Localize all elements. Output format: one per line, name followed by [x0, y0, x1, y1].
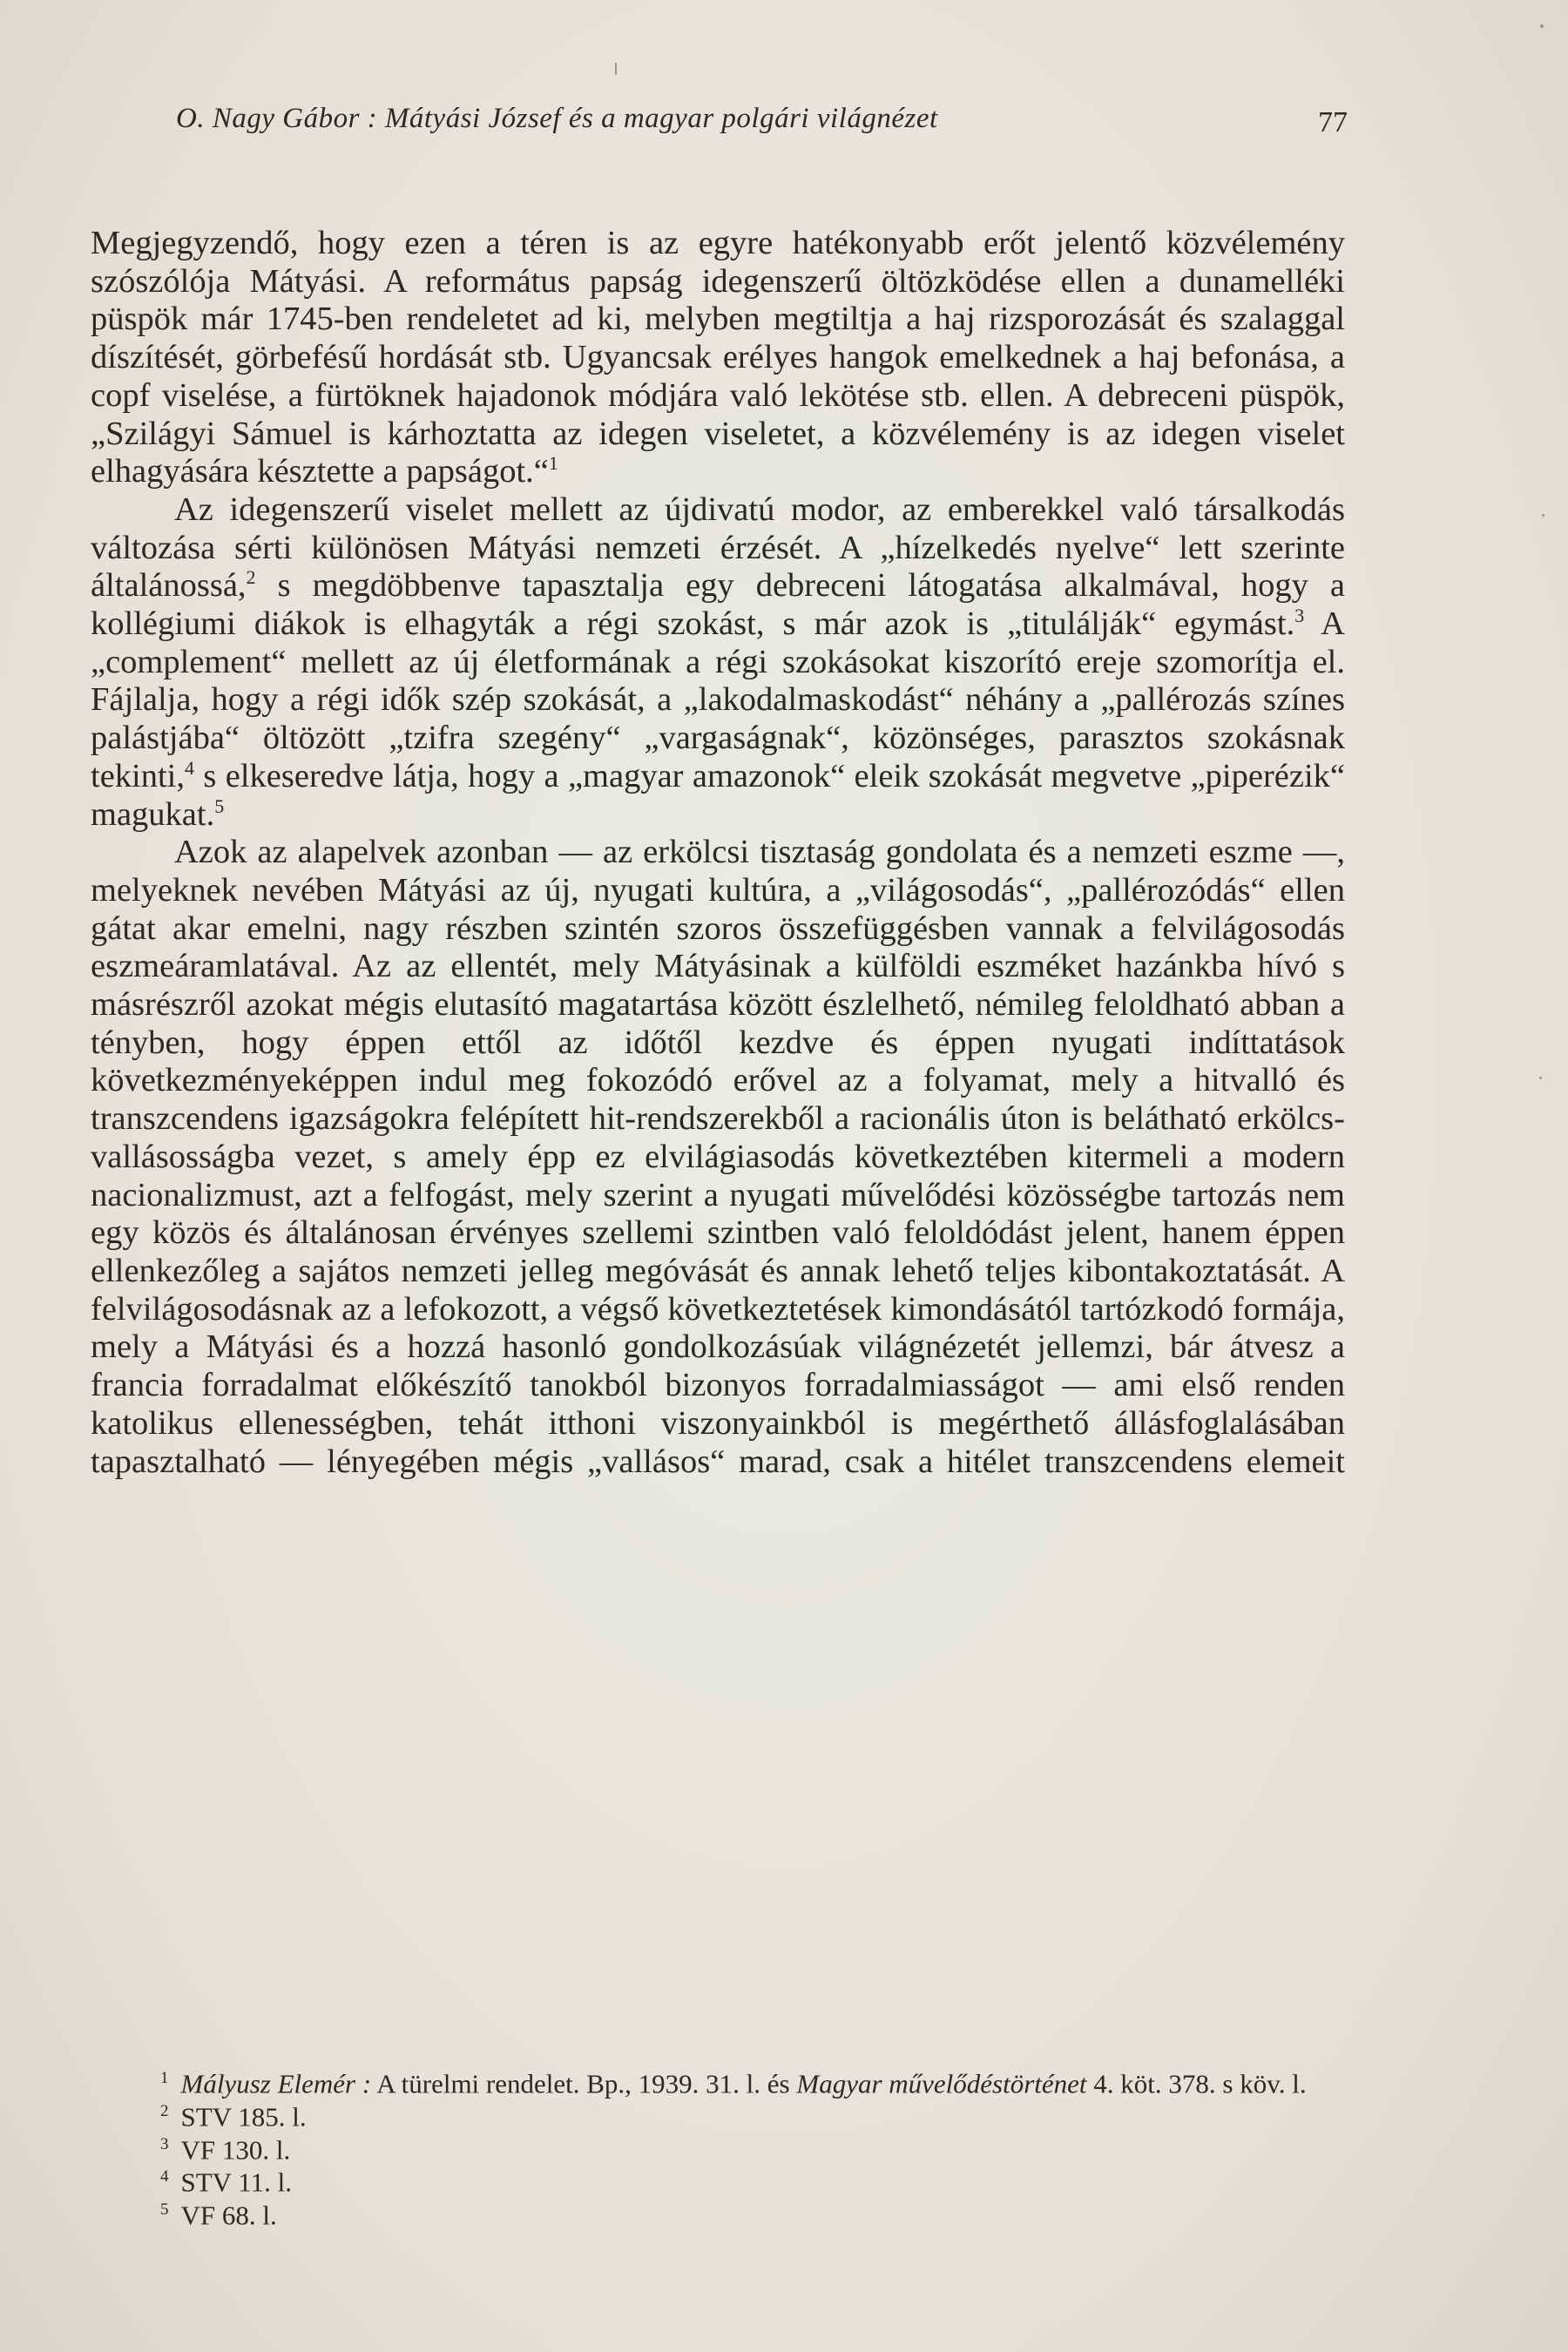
footnote-2: $^2$ STV 185. l. [160, 2101, 307, 2132]
scan-speck [1540, 24, 1544, 28]
scan-speck [615, 63, 617, 75]
footnote-4: $^4$ STV 11. l. [160, 2166, 292, 2198]
scan-speck [1542, 514, 1544, 517]
footnote-3: $^3$ VF 130. l. [160, 2133, 291, 2165]
footnote-1: $^1$ Mályusz Elemér : A türelmi rendelet. Bp., 1939. 31. l. és Magyar művelődéstörténet 4. köt. 378. s köv. l. [160, 2068, 1307, 2099]
footnote-ref-2: 2 [246, 566, 256, 589]
paragraph-1: Megjegyzendő, hogy ezen a téren is az egyre hatékonyabb erőt jelentő közvélemény szószólója Mátyási. A református papság idegenszerű öltözködése ellen a dunamelléki püspök már 1745-ben rendeletet ad ki, melyben megtiltja a haj rizsporozását és szalaggal díszítését, görbefésű hordását stb. Ugyancsak erélyes hangok emelkednek a haj befonása, a copf viselése, a fürtöknek hajadonok módjára való lekötése stb. ellen. A debreceni püspök, „Szilágyi Sámuel is kárhoztatta az idegen viseletet, a közvélemény is az idegen viselet elhagyására késztette a papságot.“$^1$ [91, 225, 1345, 490]
paragraph-3: Azok az alapelvek azonban — az erkölcsi tisztaság gondolata és a nemzeti eszme —, melyeknek nevében Mátyási az új, nyugati kultúra, a „világosodás“, „pallérozódás“ ellen gátat akar emelni, nagy részben szintén szoros összefüggésben vannak a felvilágosodás eszmeáramlatával. Az az ellentét, mely Mátyásinak a külföldi eszméket hazánkba hívó s másrészről azokat mégis elutasító magatartása között észlelhető, némileg feloldható abban a tényben, hogy éppen ettől az időtől kezdve és éppen nyugati indíttatások következményeképpen indul meg fokozódó erővel az a folyamat, mely a hitvalló és transzcendens igazságokra felépített hit-rendszerekből a racionális úton is belátható erkölcs-vallásosságba vezet, s amely épp ez elvilágiasodás következtében kitermeli a modern nacionalizmust, azt a felfogást, mely szerint a nyugati művelődési közösségbe tartozás nem egy közös és általánosan érvényes szellemi szintben való feloldódást jelent, hanem éppen ellenkezőleg a sajátos nemzeti jelleg megóvását és annak lehető teljes kibontakoztatását. A felvilágosodásnak az a lefokozott, a végső következtetések kimondásától tartózkodó formája, mely a Mátyási és a hozzá hasonló gondolkozásúak világnézetét jellemzi, bár átvesz a francia forradalmat előkészítő tanokból bizonyos forradalmiasságot — ami első renden katolikus ellenességben, tehát itthoni viszonyainkból is megérthető állásfoglalásában tapasztalható — lényegében mégis „vallásos“ marad, csak a hitélet transzcendens elemeit [91, 834, 1345, 1480]
footnote-ref-5: 5 [214, 794, 225, 817]
paragraph-2: Az idegenszerű viselet mellett az újdivatú modor, az emberekkel való társalkodás változása sérti különösen Mátyási nemzeti érzését. A „hízelkedés nyelve“ lett szerinte általánossá,$^2$ s megdöbbenve tapasztalja egy debreceni látogatása alkalmával, hogy a kollégiumi diákok is elhagyták a régi szokást, s már azok is „titulálják“ egymást.$^3$ A „complement“ mellett az új életformának a régi szokásokat kiszorító ereje szomorítja el. Fájlalja, hogy a régi idők szép szokását, a „lakodalmaskodást“ néhány a „pallérozás színes palástjába“ öltözött „tzifra szegény“ „vargaságnak“, közönséges, parasztos szokásnak tekinti,$^4$ s elkeseredve látja, hogy a „magyar amazonok“ eleik szokását megvetve „piperézik“ magukat.$^5$ [91, 490, 1345, 833]
scan-speck [1539, 1077, 1542, 1079]
page-number: 77 [1318, 106, 1348, 139]
footnotes [91, 2065, 1345, 2229]
footnote-5: $^5$ VF 68. l. [160, 2200, 277, 2231]
running-head: O. Nagy Gábor : Mátyási József és a magyar polgári világnézet [176, 103, 938, 134]
footnote-ref-1: 1 [548, 452, 558, 475]
body-text [91, 225, 1345, 1481]
page-header [176, 103, 1348, 155]
footnote-ref-4: 4 [185, 757, 194, 780]
footnote-ref-3: 3 [1294, 605, 1305, 627]
